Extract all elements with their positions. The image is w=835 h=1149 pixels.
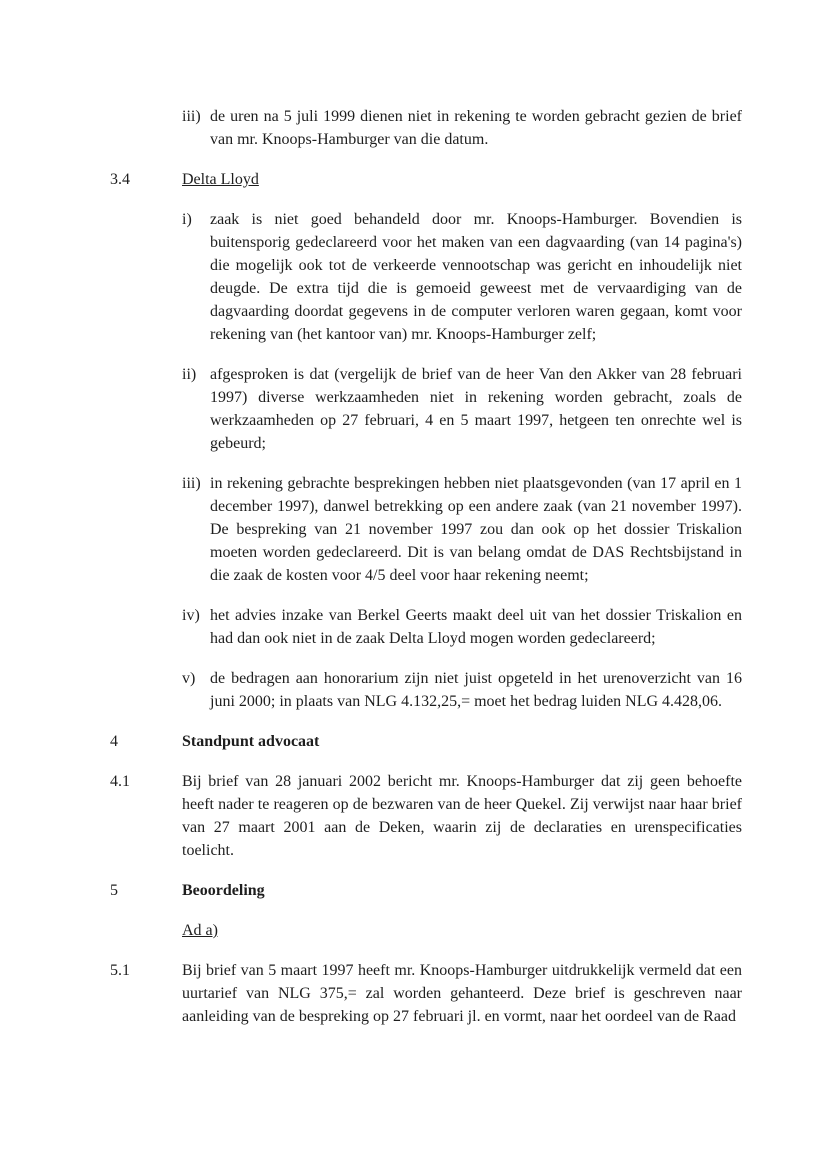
list-item-marker: iii) [182, 475, 201, 492]
list-item-text: in rekening gebrachte besprekingen hebben niet plaatsgevonden (van 17 april en 1 december 1997), danwel betrekking op een andere zaak (van 21 november 1997). De bespreking van 21 november 1997 zou dan ook op het dossier Triskalion moeten worden gedeclareerd. Dit is van belang omdat de DAS Rechtsbijstand in die zaak de kosten voor 4/5 deel voor haar rekening neemt; [210, 475, 742, 584]
list-item-marker: i) [182, 211, 192, 228]
number-column-empty [110, 919, 182, 942]
list-item [110, 604, 742, 650]
list-item-text: zaak is niet goed behandeld door mr. Knoops-Hamburger. Bovendien is buitensporig gedeclareerd voor het maken van een dagvaarding (van 14 pagina's) die mogelijk ook tot de verkeerde vennootschap was gericht en inhoudelijk niet deugde. De extra tijd die is gemoeid geweest met de vervaardiging van de dagvaarding doordat gegevens in de computer verloren waren gegaan, komt voor rekening van (het kantoor van) mr. Knoops-Hamburger zelf; [210, 211, 742, 343]
section-title: Standpunt advocaat [182, 733, 320, 750]
number-column-empty [110, 472, 182, 587]
list-item [110, 363, 742, 455]
section-title: Delta Lloyd [182, 171, 259, 188]
paragraph-number: 4.1 [110, 773, 130, 790]
list-item-marker: iii) [182, 108, 201, 125]
section-heading-5 [110, 879, 742, 902]
paragraph-text: Bij brief van 5 maart 1997 heeft mr. Knoops-Hamburger uitdrukkelijk vermeld dat een uurtarief van NLG 375,= zal worden gehanteerd. Deze brief is geschreven naar aanleiding van de bespreking op 27 februari jl. en vormt, naar het oordeel van de Raad [182, 962, 742, 1025]
numbered-paragraph [110, 770, 742, 862]
subheading-text: Ad a) [182, 922, 218, 939]
number-column-empty [110, 208, 182, 346]
number-column-empty [110, 363, 182, 455]
paragraph-number: 5.1 [110, 962, 130, 979]
section-number: 3.4 [110, 171, 130, 188]
list-item [110, 667, 742, 713]
list-item [110, 472, 742, 587]
list-item-text: het advies inzake van Berkel Geerts maakt deel uit van het dossier Triskalion en had dan ook niet in de zaak Delta Lloyd mogen worden gedeclareerd; [210, 607, 742, 647]
list-item-text: afgesproken is dat (vergelijk de brief van de heer Van den Akker van 28 februari 1997) diverse werkzaamheden niet in rekening worden gebracht, zoals de werkzaamheden op 27 februari, 4 en 5 maart 1997, hetgeen ten onrechte wel is gebeurd; [210, 366, 742, 452]
section-heading-4 [110, 730, 742, 753]
number-column-empty [110, 105, 182, 151]
section-heading-3-4 [110, 168, 742, 191]
list-item-marker: iv) [182, 607, 200, 624]
paragraph-text: Bij brief van 28 januari 2002 bericht mr. Knoops-Hamburger dat zij geen behoefte heeft nader te reageren op de bezwaren van de heer Quekel. Zij verwijst naar haar brief van 27 maart 2001 aan de Deken, waarin zij de declaraties en urenspecificaties toelicht. [182, 773, 742, 859]
section-title: Beoordeling [182, 882, 265, 899]
list-item [110, 105, 742, 151]
section-number: 5 [110, 882, 118, 899]
number-column-empty [110, 667, 182, 713]
list-item-text: de uren na 5 juli 1999 dienen niet in rekening te worden gebracht gezien de brief van mr. Knoops-Hamburger van die datum. [210, 108, 742, 148]
section-number: 4 [110, 733, 118, 750]
number-column-empty [110, 604, 182, 650]
subheading-ad-a [110, 919, 742, 942]
list-item [110, 208, 742, 346]
list-item-text: de bedragen aan honorarium zijn niet juist opgeteld in het urenoverzicht van 16 juni 2000; in plaats van NLG 4.132,25,= moet het bedrag luiden NLG 4.428,06. [210, 670, 742, 710]
numbered-paragraph [110, 959, 742, 1028]
list-item-marker: ii) [182, 366, 197, 383]
list-item-marker: v) [182, 670, 196, 687]
